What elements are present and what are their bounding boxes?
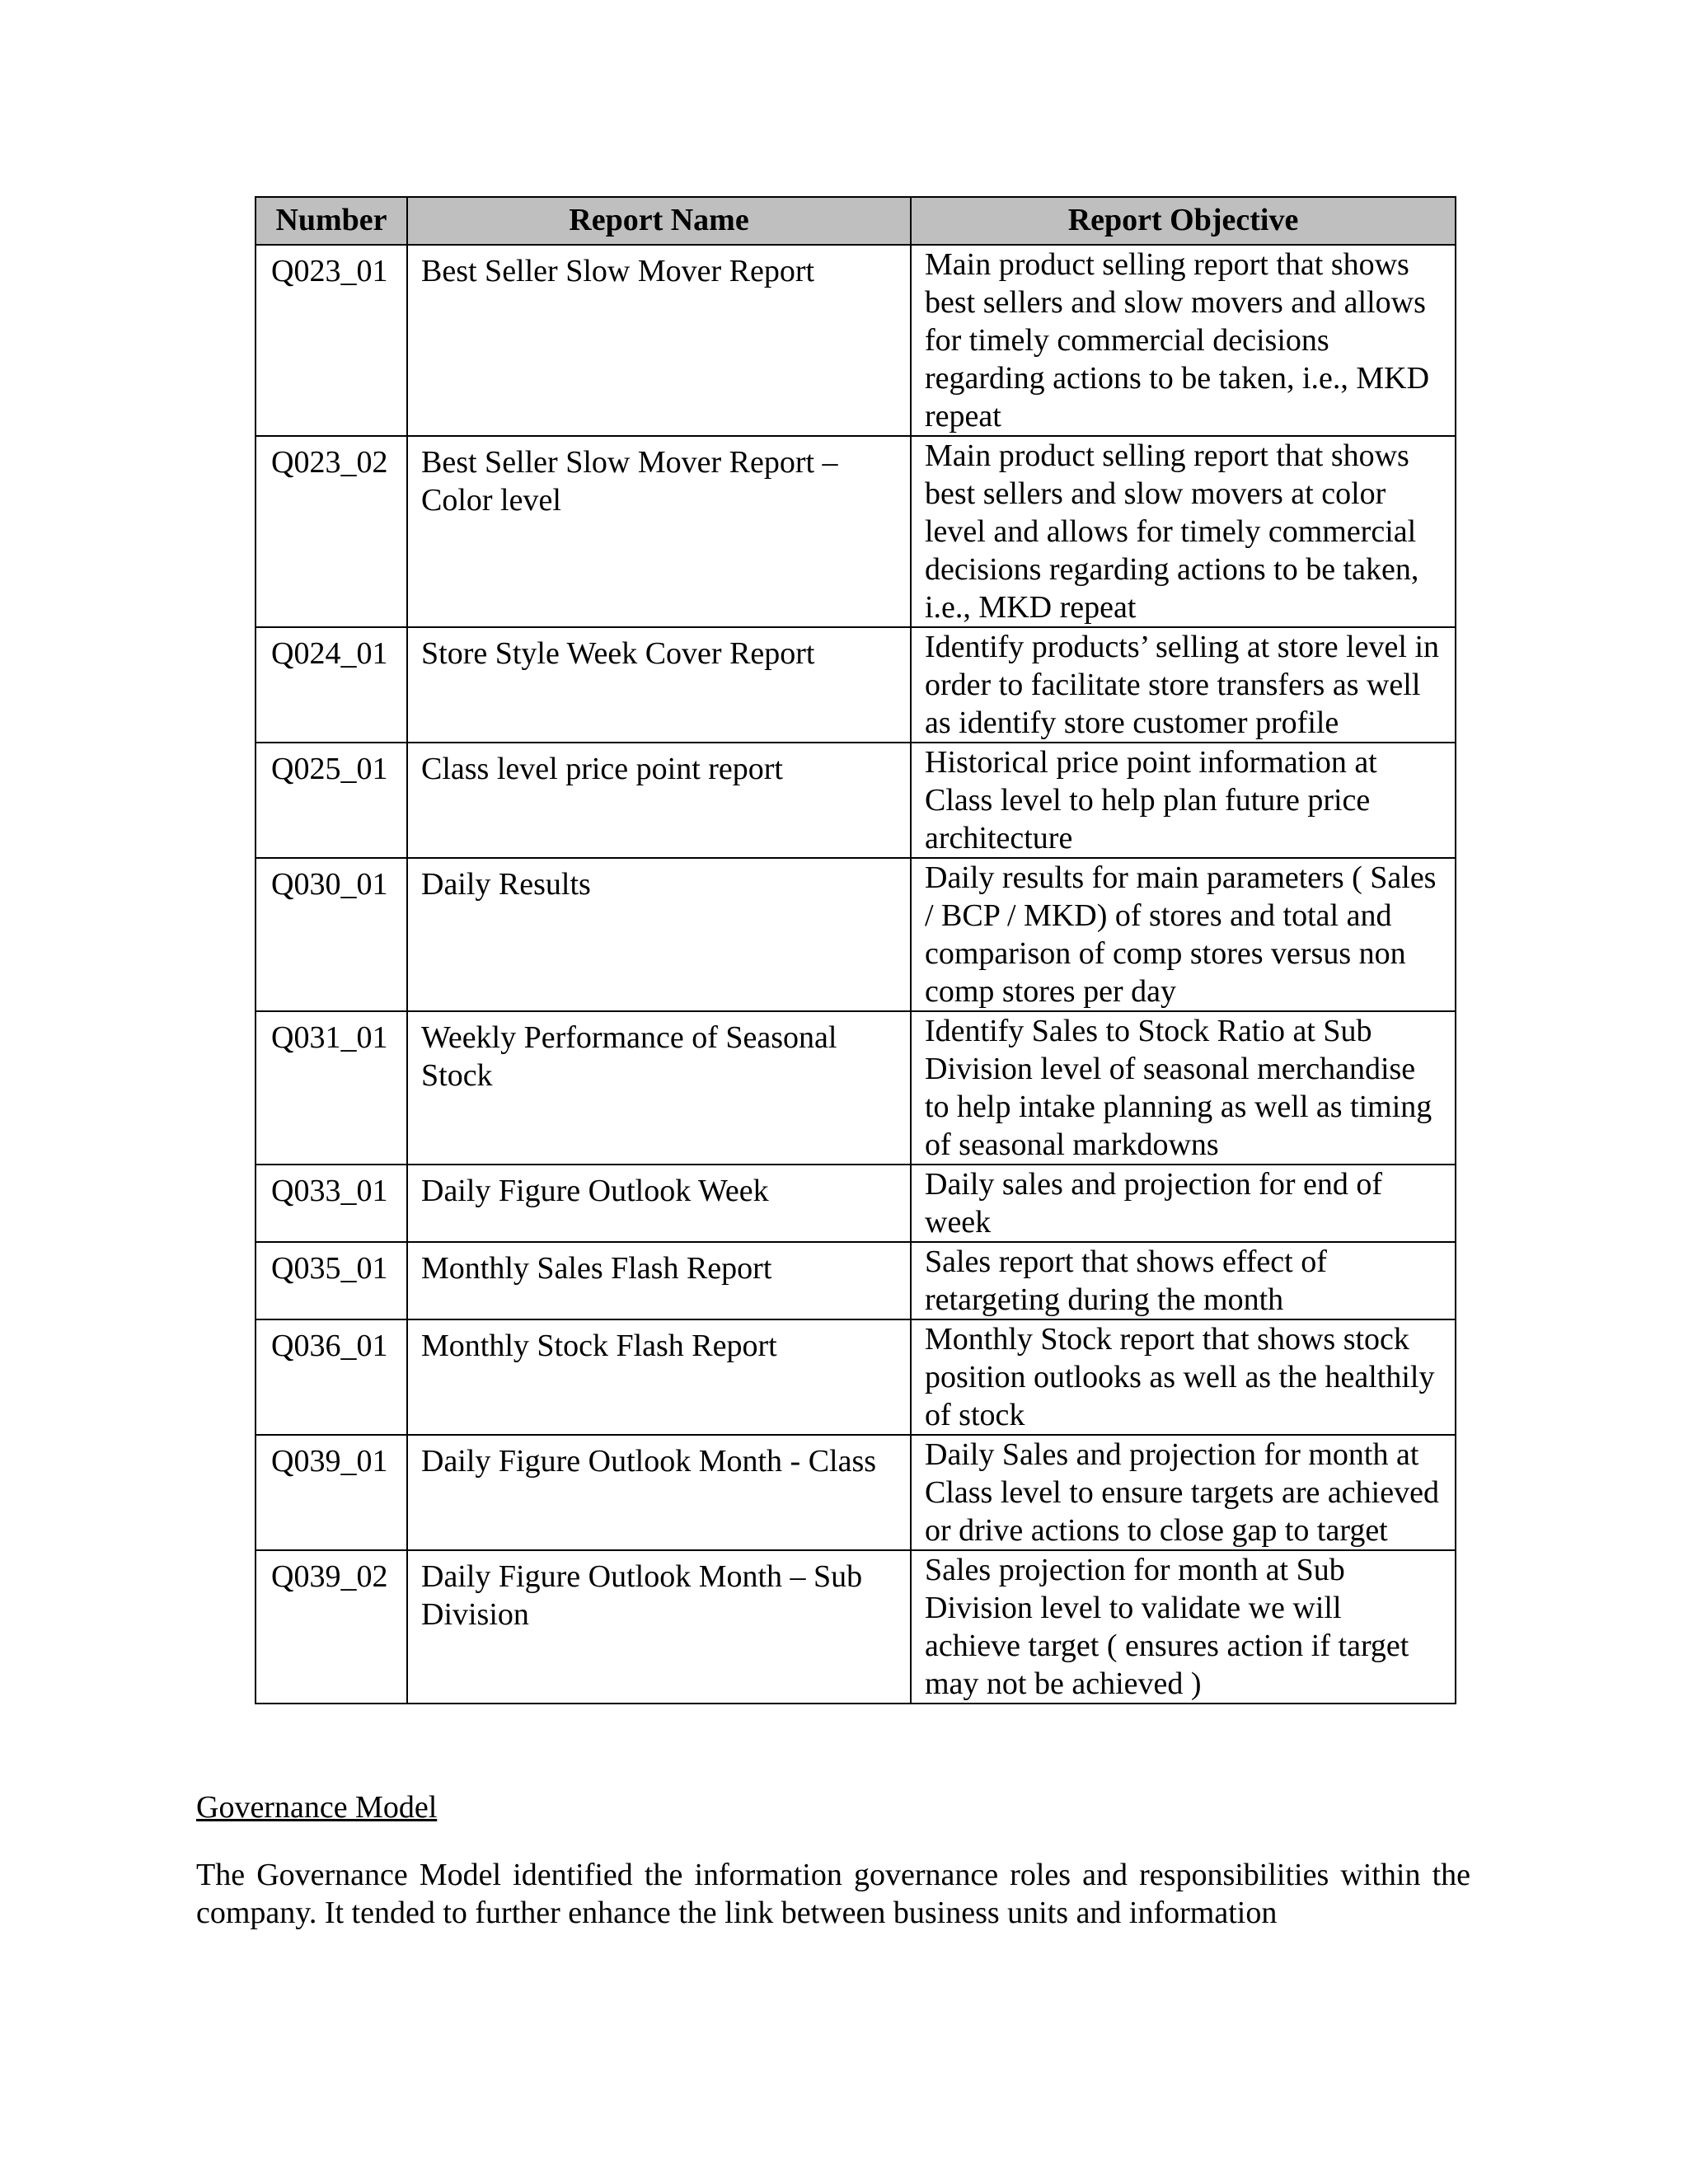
report-number: Q024_01	[256, 627, 407, 743]
report-name: Daily Results	[407, 858, 911, 1011]
report-name: Weekly Performance of Seasonal Stock	[407, 1011, 911, 1165]
table-row	[256, 1319, 1456, 1435]
report-objective: Main product selling report that shows best sellers and slow movers and allows for timely commercial decisions regarding actions to be taken, i.e., MKD repeat	[911, 245, 1456, 436]
report-objective: Identify products’ selling at store level in order to facilitate store transfers as well as identify store customer profile	[911, 627, 1456, 743]
section-heading-governance-model: Governance Model	[196, 1790, 438, 1825]
report-number: Q023_02	[256, 436, 407, 627]
report-number: Q031_01	[256, 1011, 407, 1165]
report-name: Monthly Sales Flash Report	[407, 1242, 911, 1319]
table-row	[256, 743, 1456, 858]
report-name: Store Style Week Cover Report	[407, 627, 911, 743]
report-number: Q039_02	[256, 1550, 407, 1704]
report-table-header	[256, 197, 1456, 245]
table-row	[256, 1242, 1456, 1319]
report-objective: Daily sales and projection for end of week	[911, 1165, 1456, 1242]
report-objective: Historical price point information at Class level to help plan future price architecture	[911, 743, 1456, 858]
report-number: Q039_01	[256, 1435, 407, 1550]
report-number: Q023_01	[256, 245, 407, 436]
report-objective: Identify Sales to Stock Ratio at Sub Division level of seasonal merchandise to help intake planning as well as timing of seasonal markdowns	[911, 1011, 1456, 1165]
table-row	[256, 1550, 1456, 1704]
report-number: Q035_01	[256, 1242, 407, 1319]
report-name: Daily Figure Outlook Month - Class	[407, 1435, 911, 1550]
table-row	[256, 627, 1456, 743]
table-row	[256, 1011, 1456, 1165]
table-row	[256, 1165, 1456, 1242]
report-name: Best Seller Slow Mover Report – Color level	[407, 436, 911, 627]
report-table	[255, 196, 1456, 1704]
report-number: Q025_01	[256, 743, 407, 858]
header-number: Number	[256, 197, 407, 245]
table-row	[256, 1435, 1456, 1550]
report-name: Daily Figure Outlook Month – Sub Division	[407, 1550, 911, 1704]
report-objective: Main product selling report that shows best sellers and slow movers at color level and allows for timely commercial decisions regarding actions to be taken, i.e., MKD repeat	[911, 436, 1456, 627]
report-objective: Sales projection for month at Sub Division level to validate we will achieve target ( ensures action if target may not be achieved )	[911, 1550, 1456, 1704]
table-row	[256, 858, 1456, 1011]
report-table-body	[256, 245, 1456, 1704]
report-name: Monthly Stock Flash Report	[407, 1319, 911, 1435]
header-report-name: Report Name	[407, 197, 911, 245]
report-objective: Daily Sales and projection for month at Class level to ensure targets are achieved or drive actions to close gap to target	[911, 1435, 1456, 1550]
report-name: Daily Figure Outlook Week	[407, 1165, 911, 1242]
report-name: Best Seller Slow Mover Report	[407, 245, 911, 436]
report-number: Q033_01	[256, 1165, 407, 1242]
report-number: Q036_01	[256, 1319, 407, 1435]
report-objective: Monthly Stock report that shows stock position outlooks as well as the healthily of stock	[911, 1319, 1456, 1435]
report-objective: Daily results for main parameters ( Sales / BCP / MKD) of stores and total and comparison of comp stores versus non comp stores per day	[911, 858, 1456, 1011]
header-row	[256, 197, 1456, 245]
header-report-objective: Report Objective	[911, 197, 1456, 245]
body-paragraph: The Governance Model identified the information governance roles and responsibilities within the company. It tended to further enhance the link between business units and information	[196, 1858, 1470, 1930]
report-name: Class level price point report	[407, 743, 911, 858]
report-number: Q030_01	[256, 858, 407, 1011]
table-row	[256, 436, 1456, 627]
report-objective: Sales report that shows effect of retargeting during the month	[911, 1242, 1456, 1319]
table-row	[256, 245, 1456, 436]
